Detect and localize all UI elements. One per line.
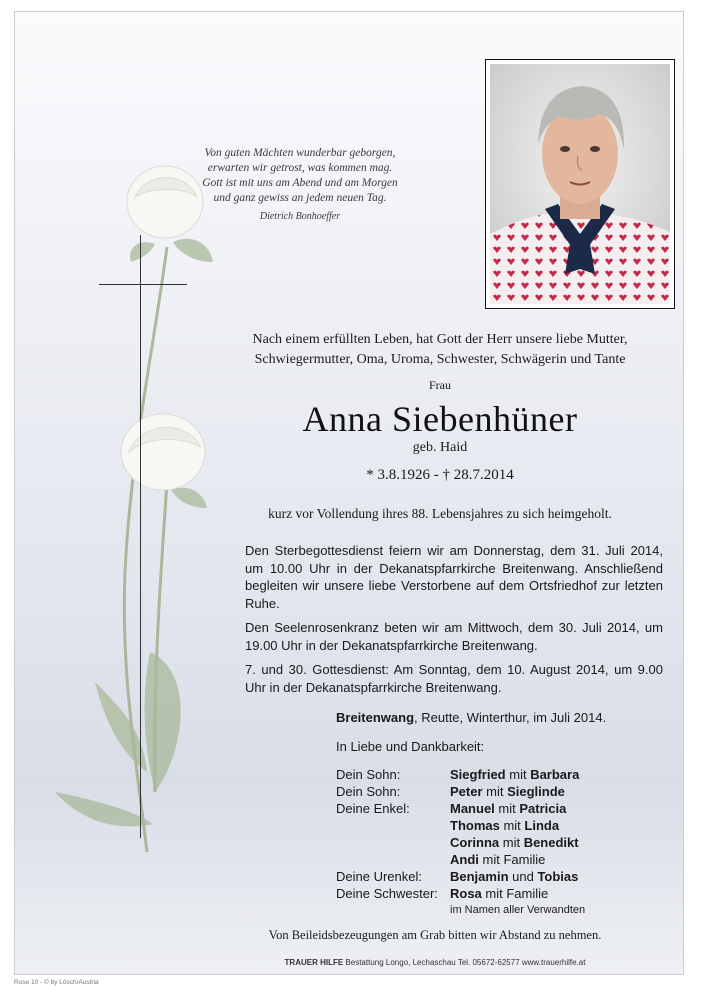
family-row — [336, 851, 579, 868]
poem-author: Dietrich Bonhoeffer — [259, 211, 341, 222]
family-joiner: mit — [499, 835, 524, 850]
family-row — [336, 800, 579, 817]
place-date-line — [336, 710, 666, 725]
family-row — [336, 885, 579, 902]
family-row — [336, 766, 579, 783]
title-frau: Frau — [429, 378, 451, 392]
family-name: Benjamin — [450, 869, 509, 884]
family-name: Thomas — [450, 818, 500, 833]
poem-line: Von guten Mächten wunderbar geborgen, — [204, 147, 396, 159]
funeral-home-footer — [200, 958, 670, 967]
family-role — [336, 834, 450, 851]
family-joiner: mit — [505, 767, 531, 782]
white-rose-illustration — [35, 152, 235, 912]
poem — [115, 146, 485, 224]
family-row — [336, 834, 579, 851]
intro-text: Nach einem erfüllten Leben, hat Gott der Herr unsere liebe Mutter, Schwiegermutter, Oma, Uroma, Schwester, Schwägerin und Tante — [252, 332, 628, 367]
service-details — [245, 542, 663, 703]
family-name: Peter — [450, 784, 483, 799]
family-name: Manuel — [450, 801, 495, 816]
family-name: Corinna — [450, 835, 500, 850]
family-partner: Linda — [524, 818, 560, 833]
funeral-home-contact: Bestattung Longo, Lechaschau Tel. 05672-62577 www.trauerhilfe.at — [343, 958, 586, 967]
family-row — [336, 817, 579, 834]
place-bold: Breitenwang — [336, 710, 415, 725]
family-list — [336, 766, 579, 902]
deceased-name: Anna Siebenhüner — [302, 399, 578, 439]
condolence-note: Von Beileidsbezeugungen am Grab bitten wir Abstand zu nehmen. — [268, 928, 602, 942]
family-role: Deine Schwester: — [336, 886, 438, 901]
poem-line: erwarten wir getrost, was kommen mag. — [207, 162, 393, 174]
family-row — [336, 783, 579, 800]
service-paragraph: Den Sterbegottesdienst feiern wir am Donnerstag, dem 31. Juli 2014, um 10.00 Uhr in der Dekanatspfarrkirche Breitenwang. Anschließend begleiten wir unsere liebe Verstorbene auf dem Ortsfriedhof zur letzten Ruhe. — [245, 543, 663, 611]
family-joiner: mit — [482, 784, 508, 799]
family-partner: Sieglinde — [507, 784, 565, 799]
template-credit: Rose 10 - © by Lösch/Austria — [14, 979, 99, 986]
family-role — [336, 851, 450, 868]
aged-text: kurz vor Vollendung ihres 88. Lebensjahres zu sich heimgeholt. — [268, 506, 612, 521]
gratitude-line: In Liebe und Dankbarkeit: — [336, 739, 485, 754]
cross-vertical — [140, 235, 141, 838]
family-joiner: mit Familie — [478, 852, 546, 867]
service-paragraph: Den Seelenrosenkranz beten wir am Mittwoch, dem 30. Juli 2014, um 19.00 Uhr in der Dekanatspfarrkirche Breitenwang. — [245, 620, 663, 653]
family-role — [336, 817, 450, 834]
on-behalf-line: im Namen aller Verwandten — [450, 904, 586, 916]
family-role: Dein Sohn: — [336, 767, 401, 782]
obituary-card — [14, 11, 684, 975]
family-partner: Tobias — [537, 869, 579, 884]
portrait-image — [490, 64, 670, 304]
family-role: Deine Urenkel: — [336, 869, 422, 884]
life-dates: * 3.8.1926 - † 28.7.2014 — [366, 467, 514, 483]
family-joiner: mit — [494, 801, 520, 816]
family-partner: Benedikt — [523, 835, 579, 850]
family-joiner: mit — [499, 818, 525, 833]
family-role: Deine Enkel: — [336, 801, 410, 816]
family-role: Dein Sohn: — [336, 784, 401, 799]
poem-line: Gott ist mit uns am Abend und am Morgen — [202, 177, 398, 189]
family-name: Rosa — [450, 886, 482, 901]
family-partner: Barbara — [530, 767, 580, 782]
service-paragraph: 7. und 30. Gottesdienst: Am Sonntag, dem 10. August 2014, um 9.00 Uhr in der Dekanatspfarrkirche Breitenwang. — [245, 662, 663, 695]
birth-name: geb. Haid — [412, 440, 468, 455]
family-row — [336, 868, 579, 885]
portrait-photo — [485, 59, 675, 309]
place-rest: , Reutte, Winterthur, im Juli 2014. — [414, 710, 607, 725]
family-joiner: und — [508, 869, 538, 884]
family-joiner: mit Familie — [481, 886, 549, 901]
family-name: Siegfried — [450, 767, 506, 782]
family-name: Andi — [450, 852, 479, 867]
family-partner: Patricia — [519, 801, 567, 816]
funeral-home-brand: TRAUER HILFE — [284, 958, 344, 967]
poem-line: und ganz gewiss an jedem neuen Tag. — [213, 192, 387, 204]
cross-horizontal — [99, 284, 187, 285]
